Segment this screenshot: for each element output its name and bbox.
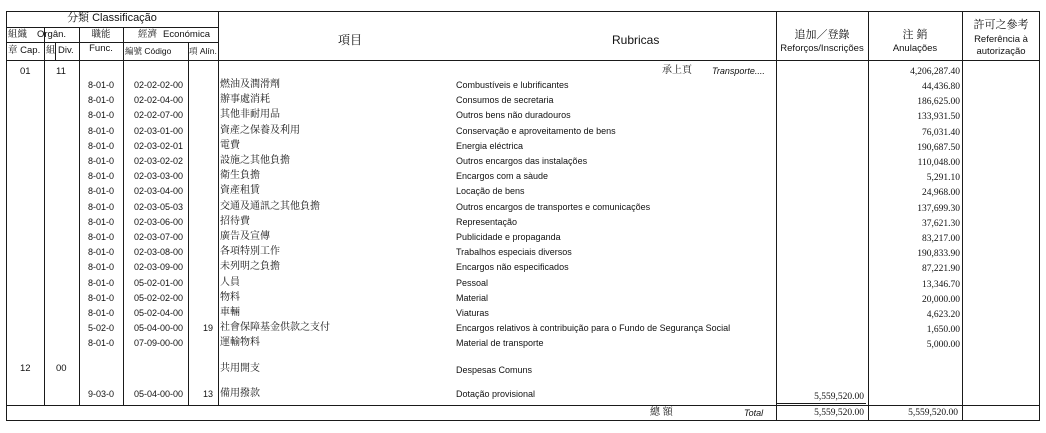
code-alinea-divider — [188, 42, 189, 405]
row-code: 02-03-04-00 — [134, 186, 184, 196]
row-func: 8-01-0 — [88, 232, 115, 242]
referencia-left-divider — [962, 11, 963, 420]
row-label-pt: Encargos com a sàude — [456, 171, 549, 181]
header-organic-pt: Orgân. — [37, 29, 67, 40]
carry-label-zh: 承上頁 — [662, 65, 692, 76]
row-code: 02-03-05-03 — [134, 202, 184, 212]
header-anulacoes-zh: 注 銷 — [902, 29, 928, 41]
carry-chapter: 01 — [20, 66, 31, 77]
row-code: 07-09-00-00 — [134, 338, 184, 348]
row-label-zh: 衛生負擔 — [220, 170, 260, 181]
carry-anulacoes: 4,206,287.40 — [910, 67, 960, 77]
header-referencia-zh: 許可之參考 — [973, 19, 1029, 31]
header-items-zh: 項目 — [338, 33, 363, 47]
row-alinea: 19 — [203, 323, 214, 333]
row-code: 02-03-03-00 — [134, 171, 184, 181]
row-code: 02-03-01-00 — [134, 126, 184, 136]
row-label-pt: Outros bens não duradouros — [456, 110, 571, 120]
total-row-top-border — [6, 405, 1040, 406]
row-label-zh: 未列明之負擔 — [220, 261, 280, 272]
row-label-pt: Outros encargos de transportes e comunicações — [456, 202, 651, 212]
row-label-pt: Representação — [456, 217, 518, 227]
header-bottom-border — [6, 60, 1040, 61]
row-label-pt: Material de transporte — [456, 338, 544, 348]
provision-code: 05-04-00-00 — [134, 389, 184, 399]
row-code: 02-02-07-00 — [134, 110, 184, 120]
row-label-pt: Publicidade e propaganda — [456, 232, 561, 242]
row-label-pt: Energia eléctrica — [456, 141, 524, 151]
func-economic-divider — [123, 27, 124, 405]
row-label-zh: 廣告及宣傳 — [220, 231, 270, 242]
row-anulacoes: 5,000.00 — [926, 340, 960, 350]
row-anulacoes: 13,346.70 — [922, 280, 960, 290]
row-anulacoes: 110,048.00 — [917, 158, 960, 168]
header-referencia-pt2: autorização — [976, 46, 1026, 57]
section-label-zh: 共用開支 — [220, 363, 260, 374]
row-label-zh: 設施之其他負擔 — [220, 155, 290, 166]
row-func: 8-01-0 — [88, 262, 115, 272]
header-rubricas: Rubricas — [612, 33, 660, 47]
row-func: 8-01-0 — [88, 186, 115, 196]
left-border — [6, 11, 7, 420]
header-code: 編號 Código — [125, 46, 172, 56]
reforcos-total-underline — [776, 403, 866, 404]
row-label-pt: Pessoal — [456, 278, 489, 288]
header-anulacoes-pt: Anulações — [892, 43, 938, 54]
total-label-zh: 總 額 — [650, 407, 673, 418]
row-anulacoes: 190,687.50 — [917, 143, 960, 153]
header-organic-zh: 組織 — [8, 29, 28, 40]
section-label-pt: Despesas Comuns — [456, 365, 533, 375]
total-label-pt: Total — [744, 408, 764, 418]
row-func: 8-01-0 — [88, 126, 115, 136]
row-label-pt: Combustíveis e lubrificantes — [456, 80, 569, 90]
row-func: 8-01-0 — [88, 308, 115, 318]
section-division: 00 — [56, 363, 67, 374]
row-code: 02-02-04-00 — [134, 95, 184, 105]
row-label-pt: Outros encargos das instalações — [456, 156, 588, 166]
row-code: 02-03-08-00 — [134, 247, 184, 257]
row-func: 8-01-0 — [88, 141, 115, 151]
table-bottom-border — [6, 420, 1040, 421]
row-func: 8-01-0 — [88, 95, 115, 105]
provision-reforcos: 5,559,520.00 — [814, 392, 864, 402]
reforcos-left-divider — [776, 11, 777, 420]
header-functional-pt: Func. — [89, 43, 113, 54]
section-chapter: 12 — [20, 363, 31, 374]
table-top-border — [6, 11, 1040, 12]
header-referencia-pt1: Referência à — [974, 34, 1028, 45]
header-chapter: 章 Cap. — [8, 45, 41, 56]
row-anulacoes: 4,623.20 — [926, 310, 960, 320]
row-func: 8-01-0 — [88, 110, 115, 120]
row-label-pt: Viaturas — [456, 308, 489, 318]
row-anulacoes: 1,650.00 — [926, 325, 960, 335]
alinea-items-divider — [218, 11, 219, 405]
row-code: 02-03-02-02 — [134, 156, 184, 166]
row-anulacoes: 83,217.00 — [922, 234, 960, 244]
total-reforcos: 5,559,520.00 — [814, 408, 864, 418]
row-anulacoes: 190,833.90 — [917, 249, 960, 259]
row-label-zh: 電費 — [220, 140, 240, 151]
row-label-zh: 各項特別工作 — [220, 246, 280, 257]
chapter-division-divider — [44, 27, 45, 405]
row-anulacoes: 20,000.00 — [922, 295, 960, 305]
row-label-pt: Conservação e aproveitamento de bens — [456, 126, 616, 136]
division-func-divider — [79, 27, 80, 405]
row-code: 05-02-01-00 — [134, 278, 184, 288]
row-label-zh: 物料 — [220, 292, 240, 303]
row-func: 5-02-0 — [88, 323, 115, 333]
provision-label-zh: 備用撥款 — [220, 388, 260, 399]
header-reforcos-pt: Reforços/Inscrições — [780, 43, 864, 54]
row-code: 05-02-02-00 — [134, 293, 184, 303]
carry-division: 11 — [56, 66, 66, 77]
row-label-pt: Encargos não especificados — [456, 262, 569, 272]
row-func: 8-01-0 — [88, 247, 115, 257]
row-code: 02-03-07-00 — [134, 232, 184, 242]
row-label-zh: 資產租賃 — [220, 185, 260, 196]
header-classification-underline — [6, 27, 218, 28]
row-func: 8-01-0 — [88, 80, 115, 90]
row-anulacoes: 137,699.30 — [917, 204, 960, 214]
row-func: 8-01-0 — [88, 338, 115, 348]
row-anulacoes: 24,968.00 — [922, 188, 960, 198]
row-label-pt: Consumos de secretaria — [456, 95, 554, 105]
row-anulacoes: 76,031.40 — [922, 128, 960, 138]
provision-func: 9-03-0 — [88, 389, 115, 399]
header-division: Div. — [58, 45, 74, 56]
row-anulacoes: 87,221.90 — [922, 264, 960, 274]
row-code: 05-02-04-00 — [134, 308, 184, 318]
row-code: 02-03-09-00 — [134, 262, 184, 272]
row-func: 8-01-0 — [88, 202, 115, 212]
row-label-pt: Encargos relativos à contribuição para o Fundo de Segurança Social — [456, 323, 731, 333]
header-economic-pt: Económica — [163, 29, 210, 40]
row-label-zh: 人員 — [220, 277, 240, 288]
row-anulacoes: 5,291.10 — [926, 173, 960, 183]
row-func: 8-01-0 — [88, 217, 115, 227]
row-label-zh: 車輛 — [220, 307, 240, 318]
provision-alinea: 13 — [203, 389, 214, 399]
row-code: 02-03-02-01 — [134, 141, 184, 151]
row-label-zh: 運輸物料 — [220, 337, 260, 348]
header-group-zh: 組 — [46, 45, 56, 56]
row-anulacoes: 44,436.80 — [922, 82, 960, 92]
header-classification: 分類 Classificação — [67, 12, 157, 24]
row-anulacoes: 37,621.30 — [922, 219, 960, 229]
row-code: 05-04-00-00 — [134, 323, 184, 333]
row-label-pt: Material — [456, 293, 489, 303]
header-item-alinea: 項 Alín. — [189, 46, 217, 56]
row-label-zh: 其他非耐用品 — [220, 109, 280, 120]
row-label-zh: 招待費 — [220, 216, 250, 227]
header-economic-zh: 經濟 — [138, 29, 158, 40]
row-anulacoes: 186,625.00 — [917, 97, 960, 107]
total-anulacoes: 5,559,520.00 — [908, 408, 958, 418]
header-functional-zh: 職能 — [91, 29, 111, 40]
row-label-zh: 燃油及潤滑劑 — [220, 79, 280, 90]
row-func: 8-01-0 — [88, 171, 115, 181]
row-label-zh: 辦事處消耗 — [220, 94, 270, 105]
row-code: 02-02-02-00 — [134, 80, 184, 90]
header-reforcos-zh: 追加／登錄 — [794, 29, 850, 41]
right-border — [1039, 11, 1040, 420]
row-func: 8-01-0 — [88, 156, 115, 166]
row-label-pt: Locação de bens — [456, 186, 525, 196]
row-label-zh: 交通及通訊之其他負擔 — [220, 201, 320, 212]
row-label-zh: 社會保障基金供款之支付 — [220, 322, 330, 333]
row-func: 8-01-0 — [88, 278, 115, 288]
row-code: 02-03-06-00 — [134, 217, 184, 227]
row-label-pt: Trabalhos especiais diversos — [456, 247, 572, 257]
row-label-zh: 資產之保養及利用 — [220, 125, 300, 136]
carry-label-pt: Transporte.... — [712, 66, 765, 76]
provision-label-pt: Dotação provisional — [456, 389, 536, 399]
row-func: 8-01-0 — [88, 293, 115, 303]
row-anulacoes: 133,931.50 — [917, 112, 960, 122]
